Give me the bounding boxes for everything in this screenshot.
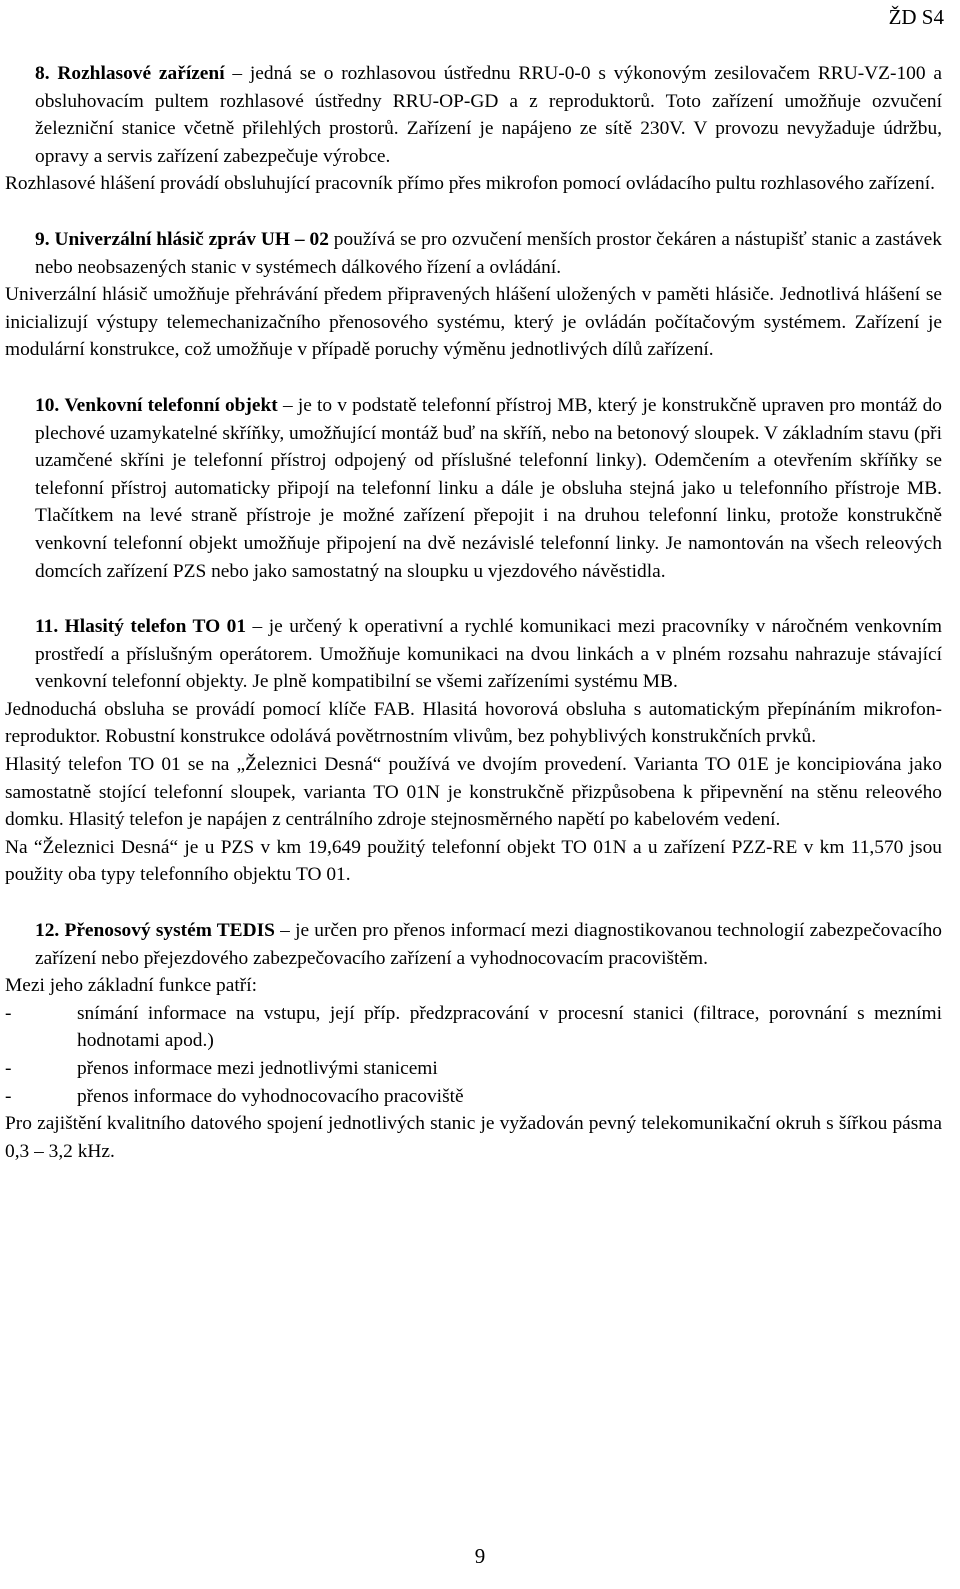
page-body: [5, 60, 942, 1165]
list-item-text: přenos informace do vyhodnocovacího pracoviště: [77, 1085, 464, 1107]
section-8-rozhlasove-zarizeni: [5, 60, 942, 198]
section-10-venkovni-telefonni-objekt: [5, 392, 942, 585]
section-text: používá se pro ozvučení menších prostor čekáren a nástupišť stanic a zastávek nebo neobsazených stanic v systémech dálkového řízení a ovládání.: [35, 228, 942, 278]
section-title: Venkovní telefonní objekt: [64, 394, 278, 416]
section-12-closing: Pro zajištění kvalitního datového spojení jednotlivých stanic je vyžadován pevný telekomunikační okruh s šířkou pásma 0,3 – 3,2 kHz.: [5, 1113, 942, 1162]
list-item: [5, 1000, 942, 1055]
section-11-paragraph: [5, 613, 942, 696]
section-number: 9.: [35, 228, 50, 250]
section-12-prenosovy-system: [5, 917, 942, 1165]
section-9-univerzalni-hlasic: [5, 226, 942, 364]
list-item: [5, 1083, 942, 1111]
functions-list: [5, 1000, 942, 1110]
list-item: [5, 1055, 942, 1083]
section-number: 11.: [35, 616, 59, 638]
dash-marker: -: [5, 1085, 12, 1107]
document-code: ŽD S4: [888, 5, 944, 29]
section-text: – je určený k operativní a rychlé komunikaci mezi pracovníky v náročném venkovním prostředí a příslušným operátorem. Umožňuje komunikaci na dvou linkách a v plném rozsahu nahrazuje stávající venkovní telefonní objekty. Je plně kompatibilní se všemi zařízeními systému MB.: [35, 616, 942, 693]
section-11-paragraph-3: Hlasitý telefon TO 01 se na „Železnici Desná“ používá ve dvojím provedení. Varianta TO 01E je koncipiována jako samostatně stojící telefonní sloupek, varianta TO 01N je konstrukčně přizpůsobena k připevnění na stěnu releového domku. Hlasitý telefon je napájen z centrálního zdroje stejnosměrného napětí po kabelovém vedení.: [5, 754, 942, 831]
dash-marker: -: [5, 1002, 12, 1024]
section-9-paragraph-2: Univerzální hlásič umožňuje přehrávání předem připravených hlášení uložených v paměti hlásiče. Jednotlivá hlášení se inicializují výstupy telemechanizačního přenosového systému, který je ovládán počítačovým systémem. Zařízení je modulární konstrukce, což umožňuje v případě poruchy výměnu jednotlivých dílů zařízení.: [5, 284, 942, 361]
section-title: Přenosový systém TEDIS: [64, 920, 275, 942]
section-title: Univerzální hlásič zpráv UH – 02: [54, 228, 329, 250]
functions-intro: Mezi jeho základní funkce patří:: [5, 975, 257, 997]
page-number: 9: [474, 1544, 486, 1568]
section-8-paragraph: [5, 60, 942, 170]
section-11-paragraph-2: Jednoduchá obsluha se provádí pomocí klíče FAB. Hlasitá hovorová obsluha s automatickým přepínáním mikrofon-reproduktor. Robustní konstrukce odolává povětrnostním vlivům, bez pohyblivých konstrukčních prvků.: [5, 698, 942, 748]
section-title: Hlasitý telefon TO 01: [64, 616, 247, 638]
section-11-hlasity-telefon: [5, 613, 942, 889]
section-8-paragraph-2: Rozhlasové hlášení provádí obsluhující pracovník přímo přes mikrofon pomocí ovládacího pultu rozhlasového zařízení.: [5, 173, 935, 195]
section-12-paragraph: [5, 917, 942, 972]
section-number: 10.: [35, 394, 60, 416]
dash-marker: -: [5, 1058, 12, 1079]
section-11-paragraph-4: Na “Železnici Desná“ je u PZS v km 19,649 použitý telefonní objekt TO 01N a u zařízení PZZ-RE v km 11,570 jsou použity oba typy telefonního objektu TO 01.: [5, 836, 942, 886]
section-10-paragraph: [5, 392, 942, 585]
section-9-paragraph: [5, 226, 942, 281]
list-item-text: snímání informace na vstupu, její příp. předzpracování v procesní stanici (filtrace, porovnání s mezními hodnotami apod.): [77, 1002, 942, 1052]
section-number: 12.: [35, 920, 60, 942]
section-text: – je určen pro přenos informací mezi diagnostikovanou technologií zabezpečovacího zařízení nebo přejezdového zabezpečovacího zařízení a vyhodnocovacím pracovištěm.: [35, 920, 942, 969]
section-text: – je to v podstatě telefonní přístroj MB, který je konstrukčně upraven pro montáž do plechové uzamykatelné skříňky, umožňující montáž buď na skříň, nebo na betonový sloupek. V základním stavu (při uzamčené skříni je telefonní přístroj odpojený od příslušné telefonní linky). Odemčením a otevřením skříňky se telefonní přístroj automaticky připojí na telefonní linku a dále je obsluha stejná jako u telefonního přístroje MB. Tlačítkem na levé straně přístroje je možné zařízení přepojit i na druhou telefonní linku, protože konstrukčně venkovní telefonní objekt umožňuje připojení na dvě nezávislé telefonní linky. Je namontován na všech releových domcích zařízení PZS nebo jako samostatný na sloupku u vjezdového návěstidla.: [35, 394, 942, 582]
section-title: Rozhlasové zařízení: [57, 63, 225, 84]
section-text: – jedná se o rozhlasovou ústřednu RRU-0-0 s výkonovým zesilovačem RRU-VZ-100 a obsluhovacím pultem rozhlasové ústředny RRU-OP-GD a z reproduktorů. Toto zařízení umožňuje ozvučení železniční stanice včetně přilehlých prostorů. Zařízení je napájeno ze sítě 230V. V provozu nevyžaduje údržbu, opravy a servis zařízení zabezpečuje výrobce.: [35, 63, 942, 167]
section-number: 8.: [35, 63, 50, 84]
list-item-text: přenos informace mezi jednotlivými stanicemi: [77, 1058, 438, 1079]
